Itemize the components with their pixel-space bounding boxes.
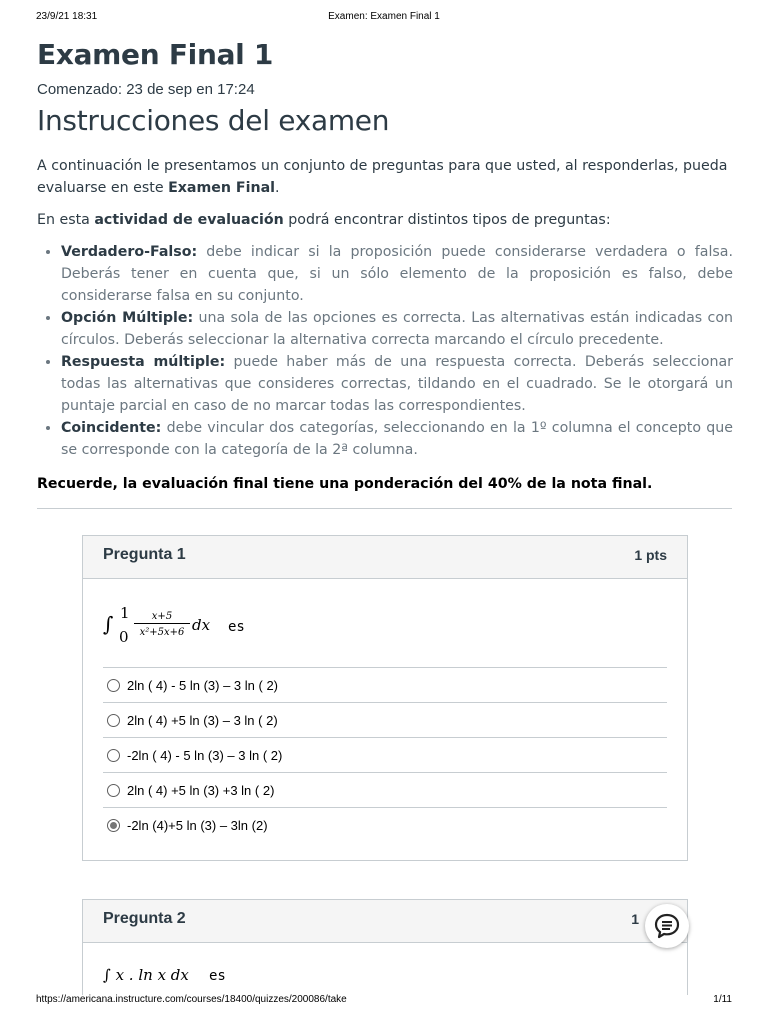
list-item — [61, 241, 733, 307]
chat-icon — [654, 913, 680, 939]
item-desc: puede haber más de una respuesta correcta. Deberás seleccionar todas las alternativas que consideres correctas, tildando en el cuadrado. Se le otorgará un puntaje parcial en caso de no marcar todas las correspondientes. — [61, 354, 733, 414]
question-header — [83, 900, 687, 943]
intro-text: A continuación le presentamos un conjunto de preguntas para que usted, al responderlas, pueda evaluarse en este — [37, 158, 728, 196]
print-page-number: 1/11 — [713, 994, 732, 1005]
print-footer — [0, 994, 768, 1014]
answer-option[interactable] — [103, 808, 667, 842]
radio-button[interactable] — [107, 749, 120, 762]
item-desc: una sola de las opciones es correcta. Las alternativas están indicadas con círculos. Deberás seleccionar la alternativa correcta marcando el círculo precedente. — [61, 310, 734, 348]
question-types-list — [37, 241, 733, 461]
answer-label: 2ln ( 4) +5 ln (3) – 3 ln ( 2) — [127, 712, 278, 728]
question-2 — [82, 899, 688, 995]
question-points: 1 pts — [634, 547, 667, 563]
question-name: Pregunta 2 — [103, 910, 186, 927]
question-text — [103, 943, 667, 993]
print-url: https://americana.instructure.com/courses/18400/quizzes/200086/take — [36, 994, 347, 1005]
types-intro-end: podrá encontrar distintos tipos de preguntas: — [283, 212, 611, 228]
fraction-numerator: x+5 — [134, 611, 190, 624]
answer-label: -2ln ( 4) - 5 ln (3) – 3 ln ( 2) — [127, 747, 283, 763]
print-timestamp: 23/9/21 18:31 — [36, 11, 98, 22]
instructions-heading: Instrucciones del examen — [37, 104, 390, 137]
types-intro-start: En esta — [37, 212, 95, 228]
print-header — [0, 0, 768, 20]
item-term: Coincidente: — [61, 420, 162, 436]
differential: dx — [192, 616, 211, 634]
question-suffix: es — [228, 619, 245, 635]
list-item — [61, 351, 733, 417]
answer-option[interactable] — [103, 738, 667, 773]
print-doc-title: Examen: Examen Final 1 — [328, 11, 440, 22]
question-name: Pregunta 1 — [103, 546, 186, 563]
page-title: Examen Final 1 — [37, 38, 274, 71]
answer-label: 2ln ( 4) - 5 ln (3) – 3 ln ( 2) — [127, 677, 278, 693]
integral-upper-limit: 1 — [120, 604, 130, 622]
intro-bold: Examen Final — [168, 180, 276, 196]
radio-button[interactable] — [107, 784, 120, 797]
radio-button-selected[interactable] — [107, 819, 120, 832]
answer-option[interactable] — [103, 668, 667, 703]
fraction-denominator: x²+5x+6 — [139, 627, 185, 638]
item-term: Opción Múltiple: — [61, 310, 194, 326]
integral-sign: ∫ — [103, 612, 114, 636]
instructions-types-intro — [37, 209, 733, 231]
started-timestamp: Comenzado: 23 de sep en 17:24 — [37, 81, 255, 98]
answer-list — [103, 667, 667, 842]
list-item — [61, 417, 733, 461]
instructions-intro — [37, 155, 733, 199]
answer-option[interactable] — [103, 773, 667, 808]
item-desc: debe vincular dos categorías, seleccionando en la 1º columna el concepto que se corresponde con la categoría de la 2ª columna. — [61, 420, 733, 458]
answer-option[interactable] — [103, 703, 667, 738]
answer-label: 2ln ( 4) +5 ln (3) +3 ln ( 2) — [127, 782, 275, 798]
question-suffix: es — [209, 968, 226, 984]
radio-button[interactable] — [107, 714, 120, 727]
reminder-text: Recuerde, la evaluación final tiene una ponderación del 40% de la nota final. — [37, 476, 653, 492]
question-points: 1 — [631, 911, 639, 927]
question-text — [103, 579, 667, 667]
divider — [37, 508, 732, 509]
question-header — [83, 536, 687, 579]
item-desc: debe indicar si la proposición puede considerarse verdadera o falsa. Deberás tener en cuenta que, si un sólo elemento de la proposición es falso, debe considerarse falsa en su conjunto. — [61, 244, 733, 304]
integral-expression: ∫ x . ln x dx — [103, 966, 189, 984]
intro-end: . — [275, 180, 280, 196]
item-term: Respuesta múltiple: — [61, 354, 226, 370]
item-term: Verdadero-Falso: — [61, 244, 198, 260]
question-1 — [82, 535, 688, 861]
instructions-body — [37, 155, 733, 505]
radio-button[interactable] — [107, 679, 120, 692]
list-item — [61, 307, 733, 351]
answer-label: -2ln (4)+5 ln (3) – 3ln (2) — [127, 817, 268, 833]
types-intro-bold: actividad de evaluación — [94, 212, 284, 228]
integral-lower-limit: 0 — [119, 628, 129, 646]
chat-button[interactable] — [645, 904, 689, 948]
